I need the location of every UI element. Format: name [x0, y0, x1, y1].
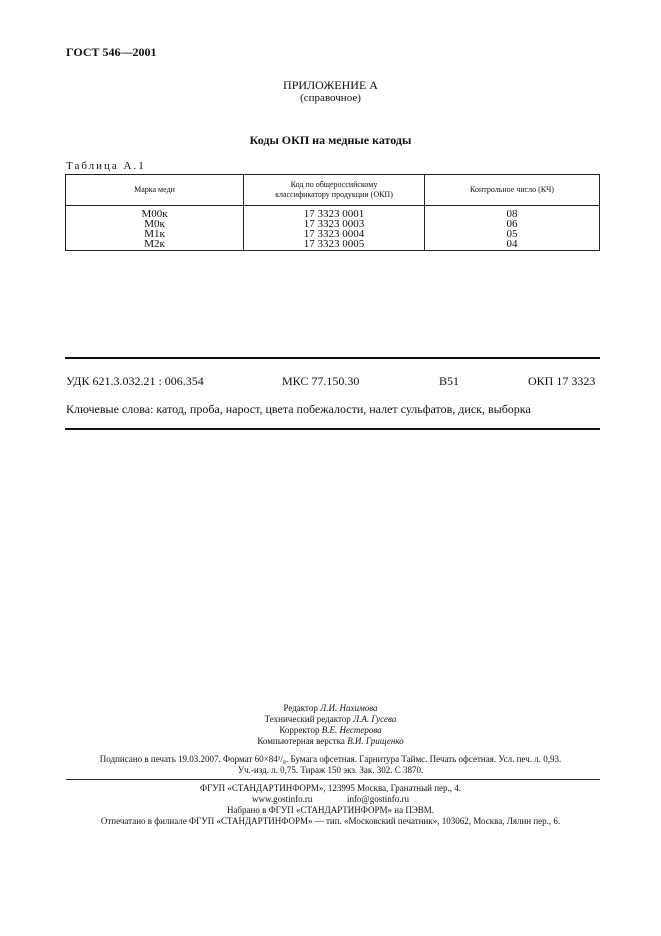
cell-check-number: 04	[425, 239, 600, 251]
table-caption: Таблица А.1	[66, 160, 146, 172]
typeset-line: Набрано в ФГУП «СТАНДАРТИНФОРМ» на ПЭВМ.	[226, 805, 435, 815]
cell-okp-code: 17 3323 0005	[244, 239, 425, 251]
layout-line	[0, 736, 661, 747]
okp-codes-table	[65, 174, 600, 251]
publisher-line: ФГУП «СТАНДАРТИНФОРМ», 123995 Москва, Гранатный пер., 4.	[199, 783, 462, 793]
print-details-line1: Подписано в печать 19.03.2007. Формат 60×84¹/₈. Бумага офсетная. Гарнитура Таймс. Печать офсетная. Усл. печ. л. 0,93.	[99, 754, 562, 764]
tech-editor-name: Л.А. Гусева	[353, 714, 397, 724]
proofreader-label: Корректор	[279, 725, 320, 735]
proofreader-name: В.Е. Нестерова	[321, 725, 382, 735]
table-row	[66, 206, 600, 220]
document-code: ГОСТ 546—2001	[66, 45, 157, 59]
cell-check-number: 08	[425, 206, 600, 220]
rule-top	[65, 357, 600, 359]
tech-editor-label: Технический редактор	[264, 714, 351, 724]
column-header-check-number: Контрольное число (КЧ)	[425, 175, 600, 206]
class-code: В51	[439, 374, 460, 388]
cell-grade: М00к	[66, 206, 244, 220]
email-link[interactable]: info@gostinfo.ru	[346, 794, 409, 804]
rule-bottom	[65, 428, 600, 430]
proofreader-line	[0, 725, 661, 736]
column-header-grade: Марка меди	[66, 175, 244, 206]
table-row	[66, 239, 600, 251]
cell-grade: М0к	[66, 219, 244, 229]
cell-check-number: 05	[425, 229, 600, 239]
keywords: Ключевые слова: катод, проба, нарост, цвета побежалости, налет сульфатов, диск, выборка	[66, 402, 531, 416]
okp-code: ОКП 17 3323	[528, 374, 596, 388]
cell-okp-code: 17 3323 0001	[244, 206, 425, 220]
contacts-line	[0, 794, 661, 805]
section-title: Коды ОКП на медные катоды	[249, 133, 412, 147]
udk-code: УДК 621.3.032.21 : 006.354	[66, 374, 204, 388]
editor-line	[0, 703, 661, 714]
imprint-divider	[66, 779, 600, 780]
cell-check-number: 06	[425, 219, 600, 229]
okp-code-header-text: Код по общероссийскому классификатору продукции (ОКП)	[275, 180, 393, 199]
column-header-okp-code	[244, 175, 425, 206]
appendix-subtitle: (справочное)	[300, 92, 361, 104]
printed-line: Отпечатано в филиале ФГУП «СТАНДАРТИНФОРМ» — тип. «Московский печатник», 103062, Москва, Лялин пер., 6.	[100, 816, 561, 826]
cell-okp-code: 17 3323 0004	[244, 229, 425, 239]
table-header-row	[66, 175, 600, 206]
website-link[interactable]: www.gostinfo.ru	[252, 794, 313, 804]
cell-okp-code: 17 3323 0003	[244, 219, 425, 229]
editor-label: Редактор	[283, 703, 318, 713]
cell-grade: М2к	[66, 239, 244, 251]
print-details-line2: Уч.-изд. л. 0,75. Тираж 150 экз. Зак. 302. С 3870.	[237, 765, 424, 775]
tech-editor-line	[0, 714, 661, 725]
cell-grade: М1к	[66, 229, 244, 239]
editor-name: Л.И. Нахимова	[320, 703, 378, 713]
layout-label: Компьютерная верстка	[257, 736, 345, 746]
appendix-title: ПРИЛОЖЕНИЕ А	[283, 78, 378, 92]
appendix-heading	[0, 79, 661, 105]
mks-code: МКС 77.150.30	[282, 374, 360, 388]
layout-name: В.И. Грищенко	[347, 736, 404, 746]
imprint-credits	[0, 703, 661, 747]
